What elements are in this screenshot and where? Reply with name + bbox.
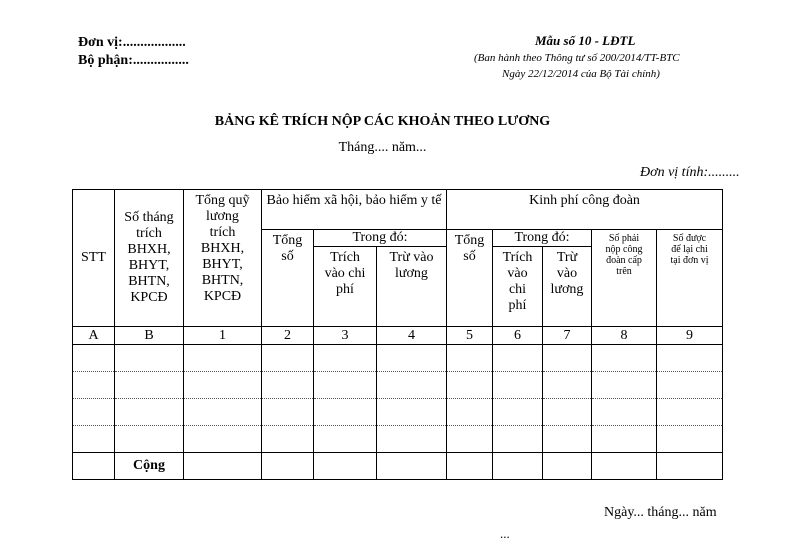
currency-unit: Đơn vị tính:......... bbox=[640, 165, 740, 180]
form-number: Mẫu số 10 - LĐTL bbox=[535, 33, 636, 48]
issued-by-line-1: (Ban hành theo Thông tư số 200/2014/TT-BTC bbox=[474, 52, 680, 64]
header-of-which-2: Trong đó: bbox=[493, 230, 592, 247]
header-of-which-1: Trong đó: bbox=[314, 230, 447, 247]
total-row bbox=[73, 453, 723, 480]
header-insurance-group: Bảo hiểm xã hội, bảo hiểm y tế bbox=[262, 190, 447, 230]
header-retained: Số được để lại chi tại đơn vị bbox=[657, 230, 723, 327]
header-total-1: Tổng số bbox=[262, 230, 314, 327]
code-cell: 5 bbox=[447, 327, 493, 345]
code-cell: 9 bbox=[657, 327, 723, 345]
code-cell: 3 bbox=[314, 327, 377, 345]
header-months: Số tháng trích BHXH, BHYT, BHTN, KPCĐ bbox=[115, 190, 184, 327]
total-label: Cộng bbox=[115, 453, 184, 480]
contribution-table bbox=[72, 189, 723, 480]
header-deduct-salary-1: Trừ vào lương bbox=[377, 247, 447, 327]
code-cell: A bbox=[73, 327, 115, 345]
code-cell: 1 bbox=[184, 327, 262, 345]
header-charge-cost-1: Trích vào chi phí bbox=[314, 247, 377, 327]
issued-by-line-2: Ngày 22/12/2014 của Bộ Tài chính) bbox=[502, 68, 660, 80]
unit-field: Đơn vị:.................. bbox=[78, 35, 186, 50]
code-cell: 6 bbox=[493, 327, 543, 345]
period-line: Tháng.... năm... bbox=[338, 140, 427, 155]
column-code-row bbox=[73, 327, 723, 345]
header-deduct-salary-2: Trừ vào lương bbox=[543, 247, 592, 327]
table-row bbox=[73, 426, 723, 453]
header-stt: STT bbox=[73, 190, 115, 327]
signature-date: Ngày... tháng... năm bbox=[604, 505, 717, 520]
table-row bbox=[73, 372, 723, 399]
header-total-2: Tổng số bbox=[447, 230, 493, 327]
table-row bbox=[73, 345, 723, 372]
trailing-dots: ... bbox=[500, 526, 510, 541]
code-cell: 8 bbox=[592, 327, 657, 345]
document-title: BẢNG KÊ TRÍCH NỘP CÁC KHOẢN THEO LƯƠNG bbox=[214, 114, 551, 129]
code-cell: 7 bbox=[543, 327, 592, 345]
code-cell: 4 bbox=[377, 327, 447, 345]
table-row bbox=[73, 399, 723, 426]
code-cell: B bbox=[115, 327, 184, 345]
code-cell: 2 bbox=[262, 327, 314, 345]
header-must-pay: Số phải nộp công đoàn cấp trên bbox=[592, 230, 657, 327]
header-charge-cost-2: Trích vào chi phí bbox=[493, 247, 543, 327]
department-field: Bộ phận:................ bbox=[78, 53, 189, 68]
header-salary-fund: Tổng quỹ lương trích BHXH, BHYT, BHTN, KPCĐ bbox=[184, 190, 262, 327]
header-union-group: Kinh phí công đoàn bbox=[447, 190, 723, 230]
